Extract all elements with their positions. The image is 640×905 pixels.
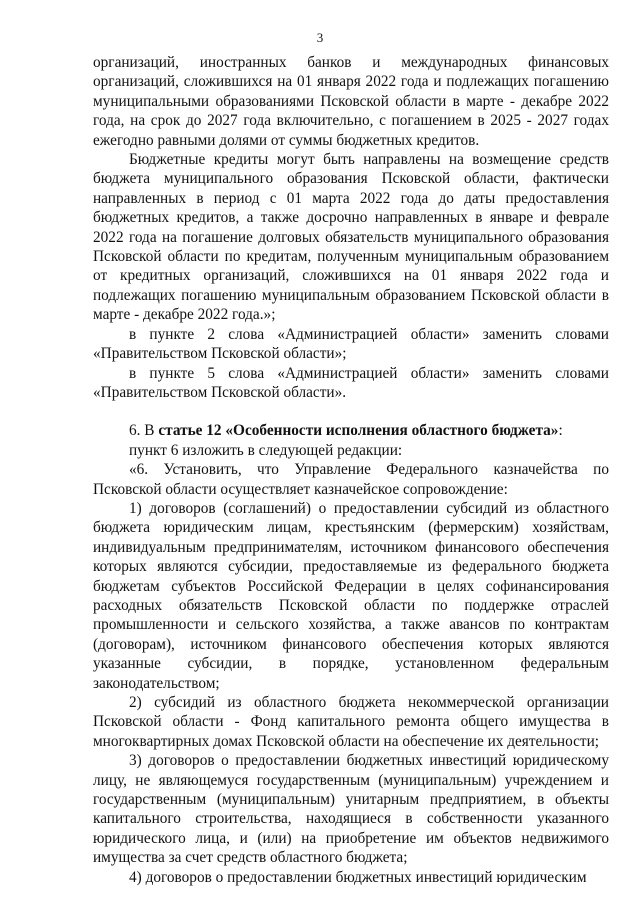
page-number: 3 xyxy=(316,30,324,45)
paragraph-item-2-amendment: в пункте 2 слова «Администрацией области» заменить словами «Правительством Псковской области»; xyxy=(93,325,609,363)
section-heading xyxy=(93,421,609,440)
paragraph-budget-credits: Бюджетные кредиты могут быть направлены на возмещение средств бюджета муниципального образования Псковской области, фактически направленных в период с 01 марта 2022 года до даты предоставления бюджетных кредитов, а также досрочно направленных в январе и феврале 2022 года на погашение долговых обязательств муниципального образования Псковской области по кредитам, полученным муниципальным образованием от кредитных организаций, сложившихся на 01 января 2022 года и подлежащих погашению муниципальным образованием Псковской области в марте - декабре 2022 года.»; xyxy=(93,151,609,324)
paragraph-continuation: организаций, иностранных банков и международных финансовых организаций, сложившихся на 01 января 2022 года и подлежащих погашению муниципальными образованиями Псковской области в марте - декабре 2022 года, на срок до 2027 года включительно, с погашением в 2025 - 2027 годах ежегодно равными долями от суммы бюджетных кредитов. xyxy=(93,54,609,149)
paragraph-item-6-text: «6. Установить, что Управление Федерального казначейства по Псковской области осуществляет казначейское сопровождение: xyxy=(93,461,609,498)
paragraph-item-5-amendment: в пункте 5 слова «Администрацией области» заменить словами «Правительством Псковской области». xyxy=(93,364,609,401)
section-heading-title: статье 12 «Особенности исполнения областного бюджета» xyxy=(158,422,559,440)
section-heading-prefix: 6. В xyxy=(129,422,159,440)
list-item-2: 2) субсидий из областного бюджета некоммерческой организации Псковской области - Фонд капитального ремонта общего имущества в многоквартирных домах Псковской области на обеспечение их деятельности; xyxy=(93,694,609,750)
list-item-3: 3) договоров о предоставлении бюджетных инвестиций юридическому лицу, не являющемуся государственным (муниципальным) учреждением и государственным (муниципальным) унитарным предприятием, в объекты капитального строительства, находящиеся в собственности указанного юридического лица, и (или) на приобретение им объектов недвижимого имущества за счет средств областного бюджета; xyxy=(93,752,609,867)
list-item-4: 4) договоров о предоставлении бюджетных инвестиций юридическим xyxy=(129,868,587,886)
section-heading-suffix: : xyxy=(558,422,563,440)
paragraph-item-6-intro: пункт 6 изложить в следующей редакции: xyxy=(129,441,403,459)
document-body xyxy=(93,53,609,887)
list-item-1: 1) договоров (соглашений) о предоставлении субсидий из областного бюджета юридическим лицам, крестьянским (фермерским) хозяйствам, индивидуальным предпринимателям, источником финансового обеспечения которых являются субсидии, предоставляемые из федерального бюджета бюджетам субъектов Российской Федерации в целях софинансирования расходных обязательств Псковской области по поддержке отраслей промышленности и сельского хозяйства, а также авансов по контрактам (договорам), источником финансового обеспечения которых являются указанные субсидии, в порядке, установленном федеральным законодательством; xyxy=(93,499,609,692)
section-gap xyxy=(93,402,609,421)
